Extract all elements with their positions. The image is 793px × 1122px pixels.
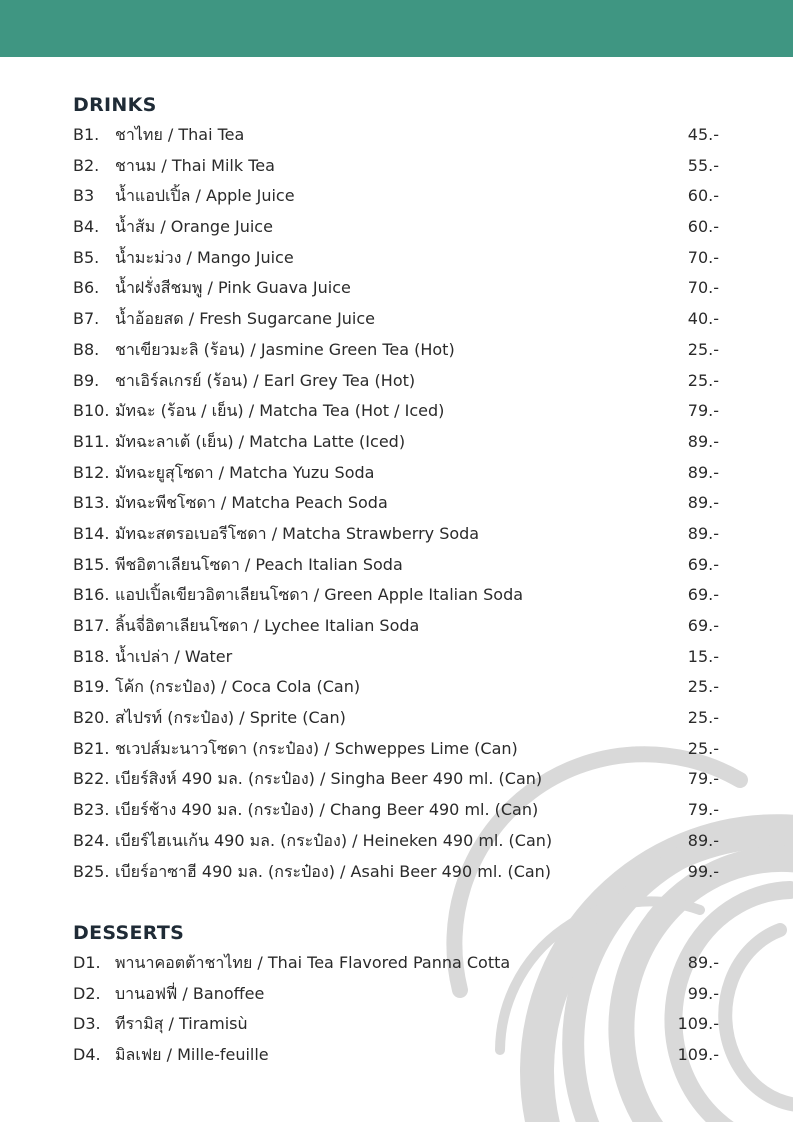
menu-item [73, 427, 723, 458]
menu-item-price: 55.- [687, 155, 719, 175]
menu-item-code: B22. [73, 769, 110, 789]
menu-item [73, 795, 723, 826]
menu-item-code: B12. [73, 462, 110, 482]
menu-item-price: 69.- [687, 616, 719, 635]
menu-item-price: 25.- [687, 339, 719, 359]
menu-item-code: D3. [73, 1014, 101, 1034]
menu-item-price: 45.- [687, 125, 719, 144]
menu-item-code: B17. [73, 616, 110, 635]
menu-item-price: 69.- [687, 554, 719, 574]
menu-item [73, 366, 723, 397]
menu-item-code: B21. [73, 738, 110, 758]
menu-item-price: 89.- [687, 493, 719, 513]
menu-item [73, 519, 723, 550]
menu-item [73, 703, 723, 734]
menu-item-name: ชานม / Thai Milk Tea [115, 155, 275, 175]
menu-item-code: B14. [73, 523, 110, 543]
menu-item-name: น้ำแอปเปิ้ล / Apple Juice [115, 186, 295, 206]
menu-item-code: B7. [73, 309, 100, 329]
menu-item-code: B15. [73, 554, 110, 574]
menu-item-code: D4. [73, 1045, 101, 1065]
menu-item-code: B24. [73, 830, 110, 850]
drinks-title: DRINKS [73, 94, 157, 116]
menu-item-code: B6. [73, 278, 100, 298]
menu-item [73, 1009, 723, 1040]
drinks-section [73, 90, 723, 887]
menu-item-name: มิลเฟย / Mille-feuille [115, 1045, 269, 1065]
menu-item-price: 25.- [687, 738, 719, 758]
menu-item [73, 826, 723, 857]
menu-item-code: D1. [73, 953, 101, 972]
menu-item [73, 764, 723, 795]
menu-item-name: พีชอิตาเลียนโซดา / Peach Italian Soda [115, 554, 403, 574]
menu-item-name: เบียร์อาซาฮี 490 มล. (กระป๋อง) / Asahi Beer 490 ml. (Can) [115, 861, 552, 881]
menu-item [73, 396, 723, 427]
header-bar [0, 0, 793, 57]
menu-item [73, 580, 723, 611]
menu-item-name: ชาเอิร์ลเกรย์ (ร้อน) / Earl Grey Tea (Hot) [115, 370, 416, 390]
menu-item [73, 488, 723, 519]
menu-item-price: 25.- [687, 708, 719, 728]
menu-item-code: B2. [73, 155, 100, 175]
menu-item-code: B5. [73, 247, 100, 267]
menu-item-code: B8. [73, 339, 100, 359]
menu-item-price: 89.- [687, 830, 719, 850]
menu-item-price: 79.- [687, 769, 719, 789]
menu-item-price: 99.- [687, 983, 719, 1003]
menu-item-name: มัทฉะพีชโซดา / Matcha Peach Soda [115, 493, 388, 513]
menu-item-code: B9. [73, 370, 100, 390]
menu-item-name: ชาไทย / Thai Tea [115, 125, 245, 144]
menu-item-name: เบียร์ช้าง 490 มล. (กระป๋อง) / Chang Beer 490 ml. (Can) [115, 800, 539, 820]
menu-item [73, 120, 723, 151]
menu-item-name: ทีรามิสุ / Tiramisù [115, 1014, 248, 1034]
menu-item-name: มัทฉะสตรอเบอรีโซดา / Matcha Strawberry Soda [115, 523, 480, 543]
menu-item [73, 212, 723, 243]
menu-item-name: เบียร์ไฮเนเก้น 490 มล. (กระป๋อง) / Heineken 490 ml. (Can) [115, 830, 553, 850]
menu-item-price: 69.- [687, 585, 719, 605]
menu-item-code: D2. [73, 983, 101, 1003]
menu-item-code: B4. [73, 217, 100, 237]
menu-item-code: B25. [73, 861, 110, 881]
menu-item-name: ชาเขียวมะลิ (ร้อน) / Jasmine Green Tea (Hot) [115, 339, 455, 359]
menu-item [73, 151, 723, 182]
menu-item-price: 25.- [687, 370, 719, 390]
menu-item-price: 60.- [687, 217, 719, 237]
menu-item-code: B10. [73, 401, 110, 421]
menu-item-name: พานาคอตต้าชาไทย / Thai Tea Flavored Panna Cotta [115, 953, 511, 972]
menu-item [73, 458, 723, 489]
menu-item [73, 273, 723, 304]
menu-item-code: B23. [73, 800, 110, 820]
menu-item-name: น้ำอ้อยสด / Fresh Sugarcane Juice [115, 309, 376, 329]
menu-item-code: B3 [73, 186, 95, 206]
menu-item-name: บานอฟฟี่ / Banoffee [115, 983, 265, 1003]
menu-item-name: มัทฉะลาเต้ (เย็น) / Matcha Latte (Iced) [115, 431, 406, 451]
menu-item-code: B19. [73, 677, 110, 697]
menu-item-price: 40.- [687, 309, 719, 329]
menu-item-name: ชเวปส์มะนาวโซดา (กระป๋อง) / Schweppes Lime (Can) [115, 738, 518, 758]
menu-item-price: 89.- [687, 953, 719, 972]
menu-item [73, 642, 723, 673]
menu-item [73, 857, 723, 888]
desserts-section [73, 918, 723, 1071]
menu-item-price: 99.- [687, 861, 719, 881]
menu-item [73, 979, 723, 1010]
menu-item-price: 109.- [677, 1045, 719, 1065]
menu-item-code: B11. [73, 431, 110, 451]
menu-item-name: แอปเปิ้ลเขียวอิตาเลียนโซดา / Green Apple Italian Soda [115, 585, 524, 605]
menu-item [73, 734, 723, 765]
menu-item-price: 25.- [687, 677, 719, 697]
menu-item-name: น้ำมะม่วง / Mango Juice [115, 247, 294, 267]
menu-item-price: 79.- [687, 401, 719, 421]
menu-item [73, 243, 723, 274]
menu-item-price: 70.- [687, 247, 719, 267]
menu-item [73, 948, 723, 979]
menu-item-name: สไปรท์ (กระป๋อง) / Sprite (Can) [115, 708, 346, 728]
menu-item [73, 550, 723, 581]
menu-item [73, 181, 723, 212]
menu-item-code: B18. [73, 646, 110, 666]
menu-item [73, 611, 723, 642]
menu-item-code: B20. [73, 708, 110, 728]
menu-item-price: 15.- [687, 646, 719, 666]
menu-item-price: 89.- [687, 462, 719, 482]
menu-item-name: มัทฉะยูสุโซดา / Matcha Yuzu Soda [115, 462, 375, 482]
menu-item-price: 89.- [687, 431, 719, 451]
menu-item [73, 1040, 723, 1071]
menu-item-name: เบียร์สิงห์ 490 มล. (กระป๋อง) / Singha Beer 490 ml. (Can) [115, 769, 543, 789]
menu-item [73, 672, 723, 703]
menu-item-name: ลิ้นจี่อิตาเลียนโซดา / Lychee Italian Soda [115, 616, 420, 635]
menu-item-price: 109.- [677, 1014, 719, 1034]
menu-item-name: โค้ก (กระป๋อง) / Coca Cola (Can) [115, 677, 361, 697]
menu-item-name: น้ำส้ม / Orange Juice [115, 217, 273, 237]
menu-item [73, 304, 723, 335]
menu-item-price: 79.- [687, 800, 719, 820]
menu-item-code: B1. [73, 125, 100, 144]
menu-item-price: 89.- [687, 523, 719, 543]
menu-item-name: น้ำฝรั่งสีชมพู / Pink Guava Juice [115, 278, 351, 298]
menu-item-code: B13. [73, 493, 110, 513]
menu-item-code: B16. [73, 585, 110, 605]
menu-item [73, 335, 723, 366]
desserts-title: DESSERTS [73, 922, 185, 944]
menu-item-name: น้ำเปล่า / Water [115, 646, 233, 666]
menu-item-price: 60.- [687, 186, 719, 206]
menu-item-name: มัทฉะ (ร้อน / เย็น) / Matcha Tea (Hot / Iced) [115, 401, 445, 421]
menu-item-price: 70.- [687, 278, 719, 298]
